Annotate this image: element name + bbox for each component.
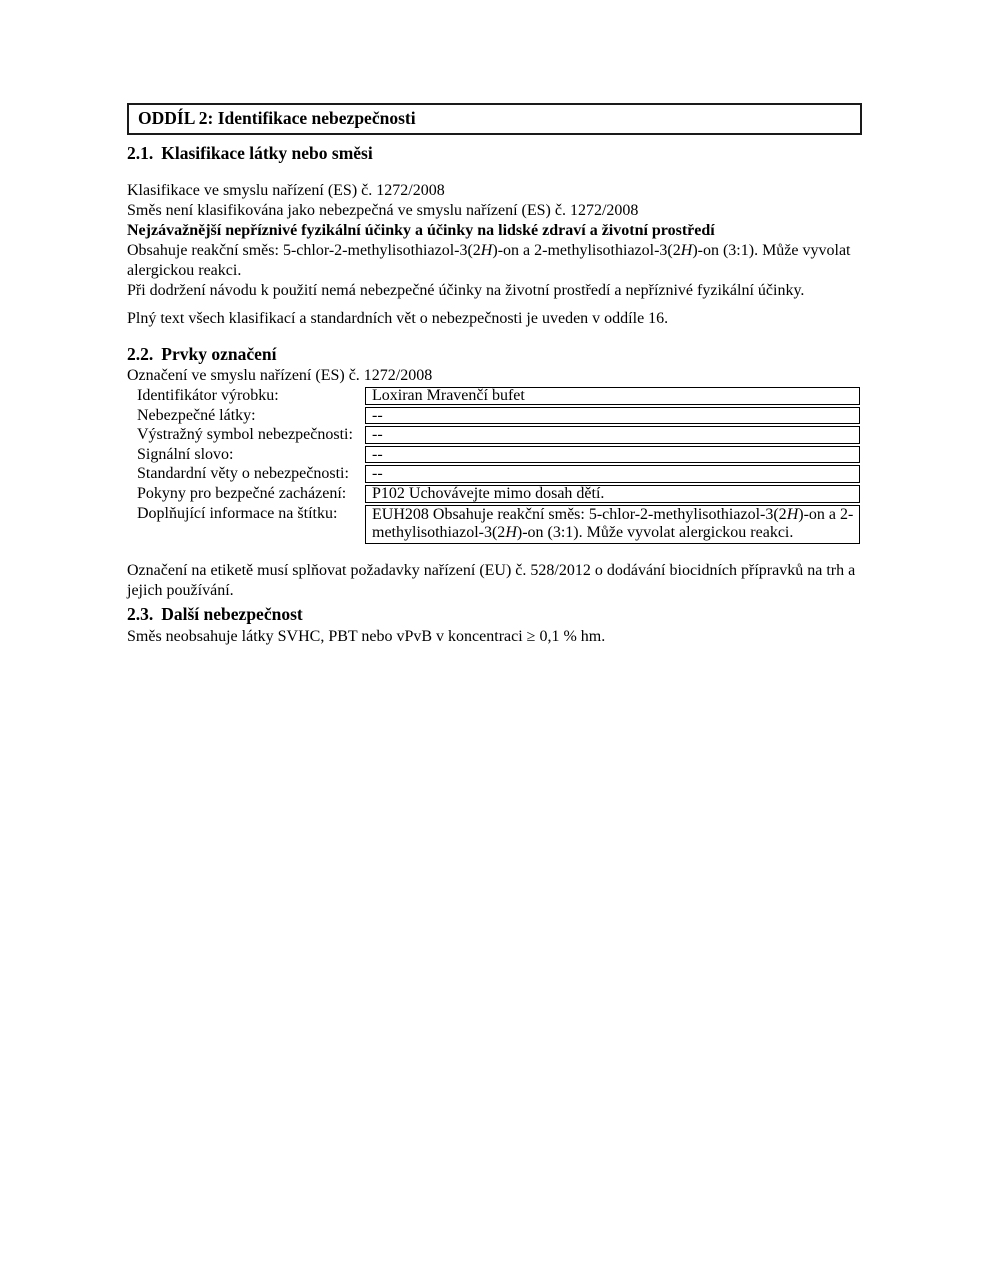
environment-effects-line: Při dodržení návodu k použití nemá nebezpečné účinky na životní prostředí a nepříznivé fyzikální účinky. bbox=[127, 282, 805, 299]
table-row bbox=[127, 407, 860, 425]
row-value: -- bbox=[365, 465, 860, 483]
table-row bbox=[127, 465, 860, 483]
table-row bbox=[127, 485, 860, 503]
table-row bbox=[127, 426, 860, 444]
euh-italic-h: H bbox=[786, 505, 799, 523]
labelling-intro-line: Označení ve smyslu nařízení (ES) č. 1272/2008 bbox=[127, 367, 433, 384]
heading-number: 2.1. bbox=[127, 143, 154, 163]
mixture-paragraph bbox=[127, 241, 869, 281]
adverse-effects-heading: Nejzávažnější nepříznivé fyzikální účinky a účinky na lidské zdraví a životní prostředí bbox=[127, 222, 715, 239]
heading-title: Klasifikace látky nebo směsi bbox=[161, 143, 373, 163]
euh-text: EUH208 Obsahuje reakční směs: 5-chlor-2-methylisothiazol-3(2 bbox=[372, 505, 787, 523]
row-value: P102 Uchovávejte mimo dosah dětí. bbox=[365, 485, 860, 503]
classification-block bbox=[127, 181, 869, 329]
row-value: -- bbox=[365, 446, 860, 464]
row-label: Pokyny pro bezpečné zacházení: bbox=[137, 484, 347, 502]
row-label: Standardní věty o nebezpečnosti: bbox=[137, 465, 349, 483]
euh-text: )-on (3:1). Může vyvolat alergickou reakci. bbox=[516, 524, 794, 542]
table-row bbox=[127, 505, 860, 545]
heading-number: 2.3. bbox=[127, 604, 154, 624]
heading-title: Další nebezpečnost bbox=[161, 604, 303, 624]
heading-number: 2.2. bbox=[127, 344, 154, 364]
row-value: -- bbox=[365, 426, 860, 444]
row-value bbox=[365, 505, 860, 545]
row-value: -- bbox=[365, 407, 860, 425]
full-text-reference-line: Plný text všech klasifikací a standardních vět o nebezpečnosti je uveden v oddíle 16. bbox=[127, 310, 669, 327]
section-header-box bbox=[127, 103, 862, 135]
mixture-text: )-on a 2-methylisothiazol-3(2 bbox=[492, 242, 681, 259]
classification-regulation-line: Klasifikace ve smyslu nařízení (ES) č. 1272/2008 bbox=[127, 182, 445, 199]
section-2-3-heading bbox=[127, 604, 303, 624]
not-classified-line: Směs není klasifikována jako nebezpečná ve smyslu nařízení (ES) č. 1272/2008 bbox=[127, 202, 639, 219]
section-2-1-heading bbox=[127, 143, 373, 163]
mixture-italic-h: H bbox=[680, 242, 693, 259]
mixture-text: Obsahuje reakční směs: 5-chlor-2-methylisothiazol-3(2 bbox=[127, 242, 481, 259]
mixture-italic-h: H bbox=[480, 242, 493, 259]
row-label: Doplňující informace na štítku: bbox=[137, 504, 338, 522]
section-header-title: ODDÍL 2: Identifikace nebezpečnosti bbox=[138, 108, 416, 128]
row-value: Loxiran Mravenčí bufet bbox=[365, 387, 860, 405]
mixture-text: )-on (3:1). Může vyvolat alergickou reakci. bbox=[127, 242, 851, 279]
table-row bbox=[127, 446, 860, 464]
euh-text: )-on a 2-methylisothiazol-3(2 bbox=[372, 505, 854, 542]
row-label: Signální slovo: bbox=[137, 445, 234, 463]
label-requirements-note: Označení na etiketě musí splňovat požadavky nařízení (EU) č. 528/2012 o dodávání biocidních přípravků na trh a jejich používání. bbox=[127, 562, 856, 599]
heading-title: Prvky označení bbox=[161, 344, 277, 364]
row-label: Identifikátor výrobku: bbox=[137, 387, 279, 404]
euh-italic-h: H bbox=[505, 524, 517, 542]
row-label: Výstražný symbol nebezpečnosti: bbox=[137, 426, 353, 444]
svhc-line: Směs neobsahuje látky SVHC, PBT nebo vPvB v koncentraci ≥ 0,1 % hm. bbox=[127, 628, 606, 645]
table-row bbox=[127, 387, 860, 405]
labelling-table bbox=[127, 387, 860, 546]
row-label: Nebezpečné látky: bbox=[137, 406, 256, 424]
section-2-2-heading bbox=[127, 344, 276, 364]
